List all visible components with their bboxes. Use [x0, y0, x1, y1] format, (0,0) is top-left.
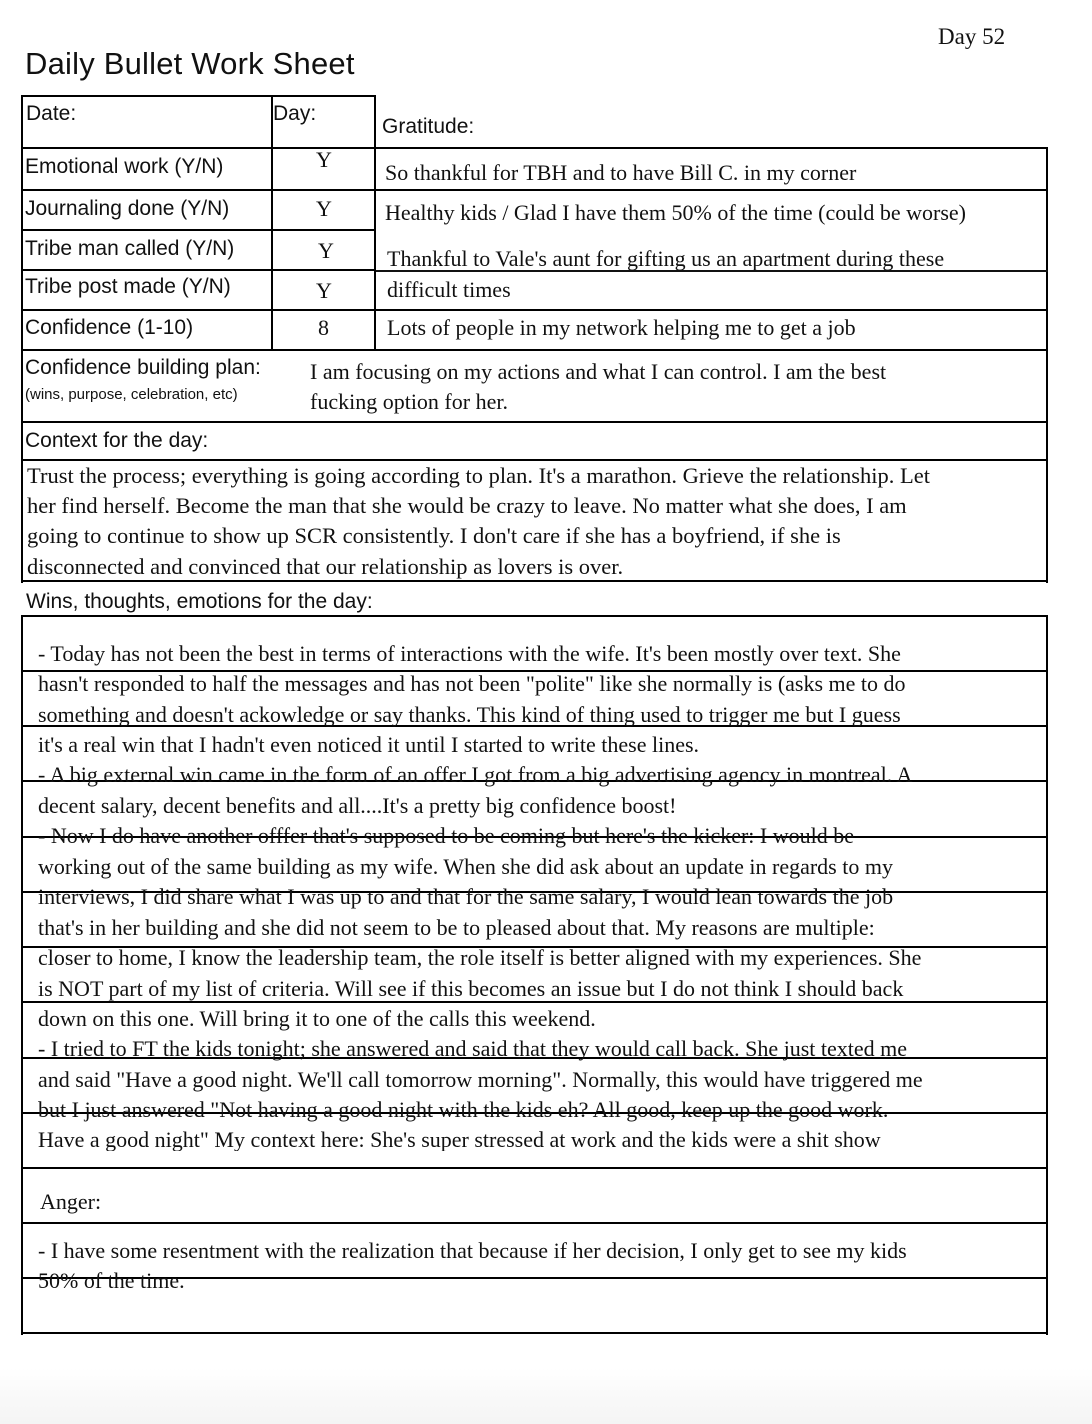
wins-line: - Today has not been the best in terms of interactions with the wife. It's been mostly over text. She — [38, 641, 901, 666]
ruled-line — [21, 1167, 1048, 1169]
day-number: Day 52 — [938, 24, 1006, 49]
day-label: Day: — [273, 102, 317, 125]
wins-label: Wins, thoughts, emotions for the day: — [26, 590, 373, 613]
confidence-plan-line[interactable]: I am focusing on my actions and what I can control. I am the best — [310, 359, 887, 384]
wins-line: but I just answered "Not having a good night with the kids eh? All good, keep up the good work. — [38, 1097, 889, 1122]
gratitude-entry[interactable]: Lots of people in my network helping me to get a job — [387, 315, 856, 340]
context-line: going to continue to show up SCR consistently. I don't care if she has a boyfriend, if she is — [27, 523, 841, 548]
row-divider — [21, 269, 376, 271]
wins-line: working out of the same building as my wife. When she did ask about an update in regards to my — [38, 854, 893, 879]
wins-bottom-border — [21, 1332, 1048, 1334]
table-col-divider — [271, 96, 273, 350]
row-divider — [21, 309, 1048, 311]
wins-line: Have a good night" My context here: She's super stressed at work and the kids were a shit show — [38, 1127, 881, 1151]
page-bottom-edge — [0, 1368, 1092, 1424]
context-line: her find herself. Become the man that she would be crazy to leave. No matter what she does, I am — [27, 493, 907, 518]
row-divider — [21, 147, 1048, 149]
checklist-label-emotional-work: Emotional work (Y/N) — [25, 155, 224, 178]
checklist-value-tribe-call[interactable]: Y — [318, 238, 334, 263]
row-divider — [21, 421, 1048, 423]
anger-label: Anger: — [40, 1189, 102, 1214]
wins-line: hasn't responded to half the messages and has not been "polite" like she normally is (asks me to do — [38, 671, 906, 696]
table-right-border — [1046, 147, 1048, 583]
gratitude-entry[interactable]: Thankful to Vale's aunt for gifting us an apartment during these — [387, 246, 945, 271]
checklist-value-tribe-post[interactable]: Y — [316, 278, 332, 303]
confidence-plan-label: Confidence building plan: — [25, 356, 261, 379]
context-line: disconnected and convinced that our relationship as lovers is over. — [27, 554, 624, 579]
table-bottom-border — [21, 580, 1048, 582]
date-label: Date: — [26, 102, 77, 125]
gratitude-entry[interactable]: difficult times — [387, 277, 511, 302]
wins-line: something and doesn't ackowledge or say thanks. This kind of thing used to trigger me but I guess — [38, 702, 901, 727]
wins-line: - A big external win came in the form of an offer I got from a big advertising agency in montreal. A — [38, 762, 913, 787]
wins-line: - I tried to FT the kids tonight; she answered and said that they would call back. She just texted me — [38, 1036, 908, 1061]
checklist-label-confidence: Confidence (1-10) — [25, 316, 194, 339]
confidence-plan-line[interactable]: fucking option for her. — [310, 389, 508, 414]
wins-line: closer to home, I know the leadership team, the role itself is better aligned with my experiences. She — [38, 945, 922, 970]
gratitude-label: Gratitude: — [382, 115, 475, 138]
wins-text-area[interactable] — [23, 617, 1083, 1151]
checklist-value-journaling[interactable]: Y — [316, 196, 332, 221]
context-line: Trust the process; everything is going according to plan. It's a marathon. Grieve the relationship. Let — [27, 463, 931, 488]
checklist-value-confidence[interactable]: 8 — [318, 315, 329, 340]
wins-line: is NOT part of my list of criteria. Will see if this becomes an issue but I do not think I should back — [38, 976, 904, 1001]
row-divider — [21, 459, 1048, 461]
checklist-label-tribe-call: Tribe man called (Y/N) — [25, 237, 235, 260]
wins-line: and said "Have a good night. We'll call tomorrow morning". Normally, this would have triggered me — [38, 1067, 923, 1092]
table-col-divider — [374, 96, 376, 350]
table-top-border — [21, 95, 376, 97]
wins-line: that's in her building and she did not seem to be to pleased about that. My reasons are multiple: — [38, 915, 875, 940]
page-title: Daily Bullet Work Sheet — [25, 46, 355, 81]
gratitude-entry[interactable]: Healthy kids / Glad I have them 50% of the time (could be worse) — [385, 200, 967, 225]
wins-line: down on this one. Will bring it to one of the calls this weekend. — [38, 1006, 596, 1031]
checklist-label-journaling: Journaling done (Y/N) — [25, 197, 230, 220]
checklist-label-tribe-post: Tribe post made (Y/N) — [25, 275, 231, 298]
ruled-line — [21, 1222, 1048, 1224]
table-left-border — [21, 96, 23, 583]
row-divider — [21, 229, 376, 231]
wins-line: it's a real win that I hadn't even noticed it until I started to write these lines. — [38, 732, 700, 757]
row-divider — [21, 349, 1048, 351]
confidence-plan-sublabel: (wins, purpose, celebration, etc) — [25, 386, 238, 403]
anger-line: - I have some resentment with the realization that because if her decision, I only get to see my kids — [38, 1238, 907, 1263]
gratitude-entry[interactable]: So thankful for TBH and to have Bill C. in my corner — [385, 160, 857, 185]
row-divider — [21, 189, 1048, 191]
context-label: Context for the day: — [25, 429, 209, 452]
wins-line: decent salary, decent benefits and all....It's a pretty big confidence boost! — [38, 793, 677, 818]
wins-line: interviews, I did share what I was up to and that for the same salary, I would lean towards the job — [38, 884, 894, 909]
wins-line: - Now I do have another offfer that's supposed to be coming but here's the kicker: I would be — [38, 823, 855, 848]
anger-line: 50% of the time. — [38, 1268, 185, 1293]
checklist-value-emotional-work[interactable]: Y — [316, 147, 332, 172]
